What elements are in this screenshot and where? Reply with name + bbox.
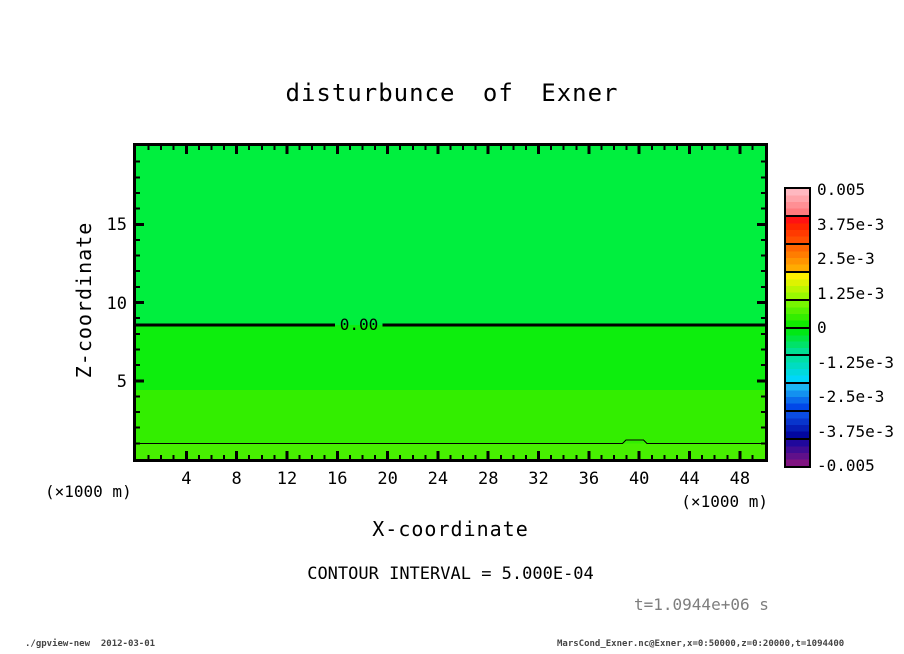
tone-band: [136, 390, 765, 443]
colorbar-label: 0.005: [817, 180, 866, 199]
x-tick-label: 4: [181, 469, 192, 489]
x-axis-label: X-coordinate: [372, 517, 529, 541]
colorbar-cell: [786, 438, 809, 466]
contour-interval-note: CONTOUR INTERVAL = 5.000E-04: [307, 564, 594, 584]
colorbar-cell: [786, 327, 809, 355]
colorbar-cell: [786, 410, 809, 438]
colorbar-label: 0: [817, 318, 827, 337]
z-tick-label: 10: [106, 293, 127, 314]
z-axis-label: Z-coordinate: [72, 221, 96, 379]
footer-file-info: MarsCond_Exner.nc@Exner,x=0:50000,z=0:20000,t=1094400: [557, 639, 845, 649]
colorbar-cell: [786, 299, 809, 327]
colorbar-label: -3.75e-3: [817, 421, 895, 441]
x-tick-label: 16: [327, 469, 348, 489]
colorbar-cell: [786, 215, 809, 243]
z-tick-label: 5: [116, 371, 127, 392]
colorbar: [784, 187, 811, 468]
contour-plot-canvas: [136, 146, 765, 459]
colorbar-label: -2.5e-3: [817, 387, 885, 406]
colorbar-label: -1.25e-3: [817, 352, 895, 372]
colorbar-label: -0.005: [817, 456, 875, 475]
contour-line-label: 0.00: [339, 315, 379, 334]
x-tick-label: 40: [628, 469, 650, 489]
colorbar-label: 3.75e-3: [817, 214, 885, 234]
x-tick-label: 12: [276, 469, 298, 489]
colorbar-cell: [786, 271, 809, 299]
tone-band: [136, 146, 765, 325]
chart-title: disturbunce of Exner: [285, 79, 619, 107]
x-tick-label: 36: [578, 469, 600, 489]
colorbar-cell: [786, 382, 809, 410]
z-tick-label: 15: [106, 215, 127, 236]
x-tick-label: 32: [528, 469, 549, 489]
colorbar-labels: [817, 182, 894, 474]
colorbar-cell: [786, 189, 809, 215]
x-tick-label: 44: [679, 469, 700, 489]
x-tick-label: 8: [231, 469, 242, 489]
x-tick-label: 20: [377, 469, 398, 489]
footer-command: ./gpview-new 2012-03-01: [25, 639, 156, 649]
x-tick-label: 24: [427, 469, 449, 489]
colorbar-cell: [786, 354, 809, 382]
z-axis-unit: (×1000 m): [45, 482, 132, 501]
x-axis-unit: (×1000 m): [681, 492, 768, 511]
x-tick-label: 48: [729, 469, 751, 489]
x-tick-label: 28: [477, 469, 499, 489]
colorbar-cell: [786, 243, 809, 271]
tone-band: [136, 325, 765, 390]
time-annotation: t=1.0944e+06 s: [634, 595, 769, 614]
plot-area: [133, 143, 768, 462]
colorbar-label: 1.25e-3: [817, 283, 885, 303]
colorbar-label: 2.5e-3: [817, 249, 875, 268]
